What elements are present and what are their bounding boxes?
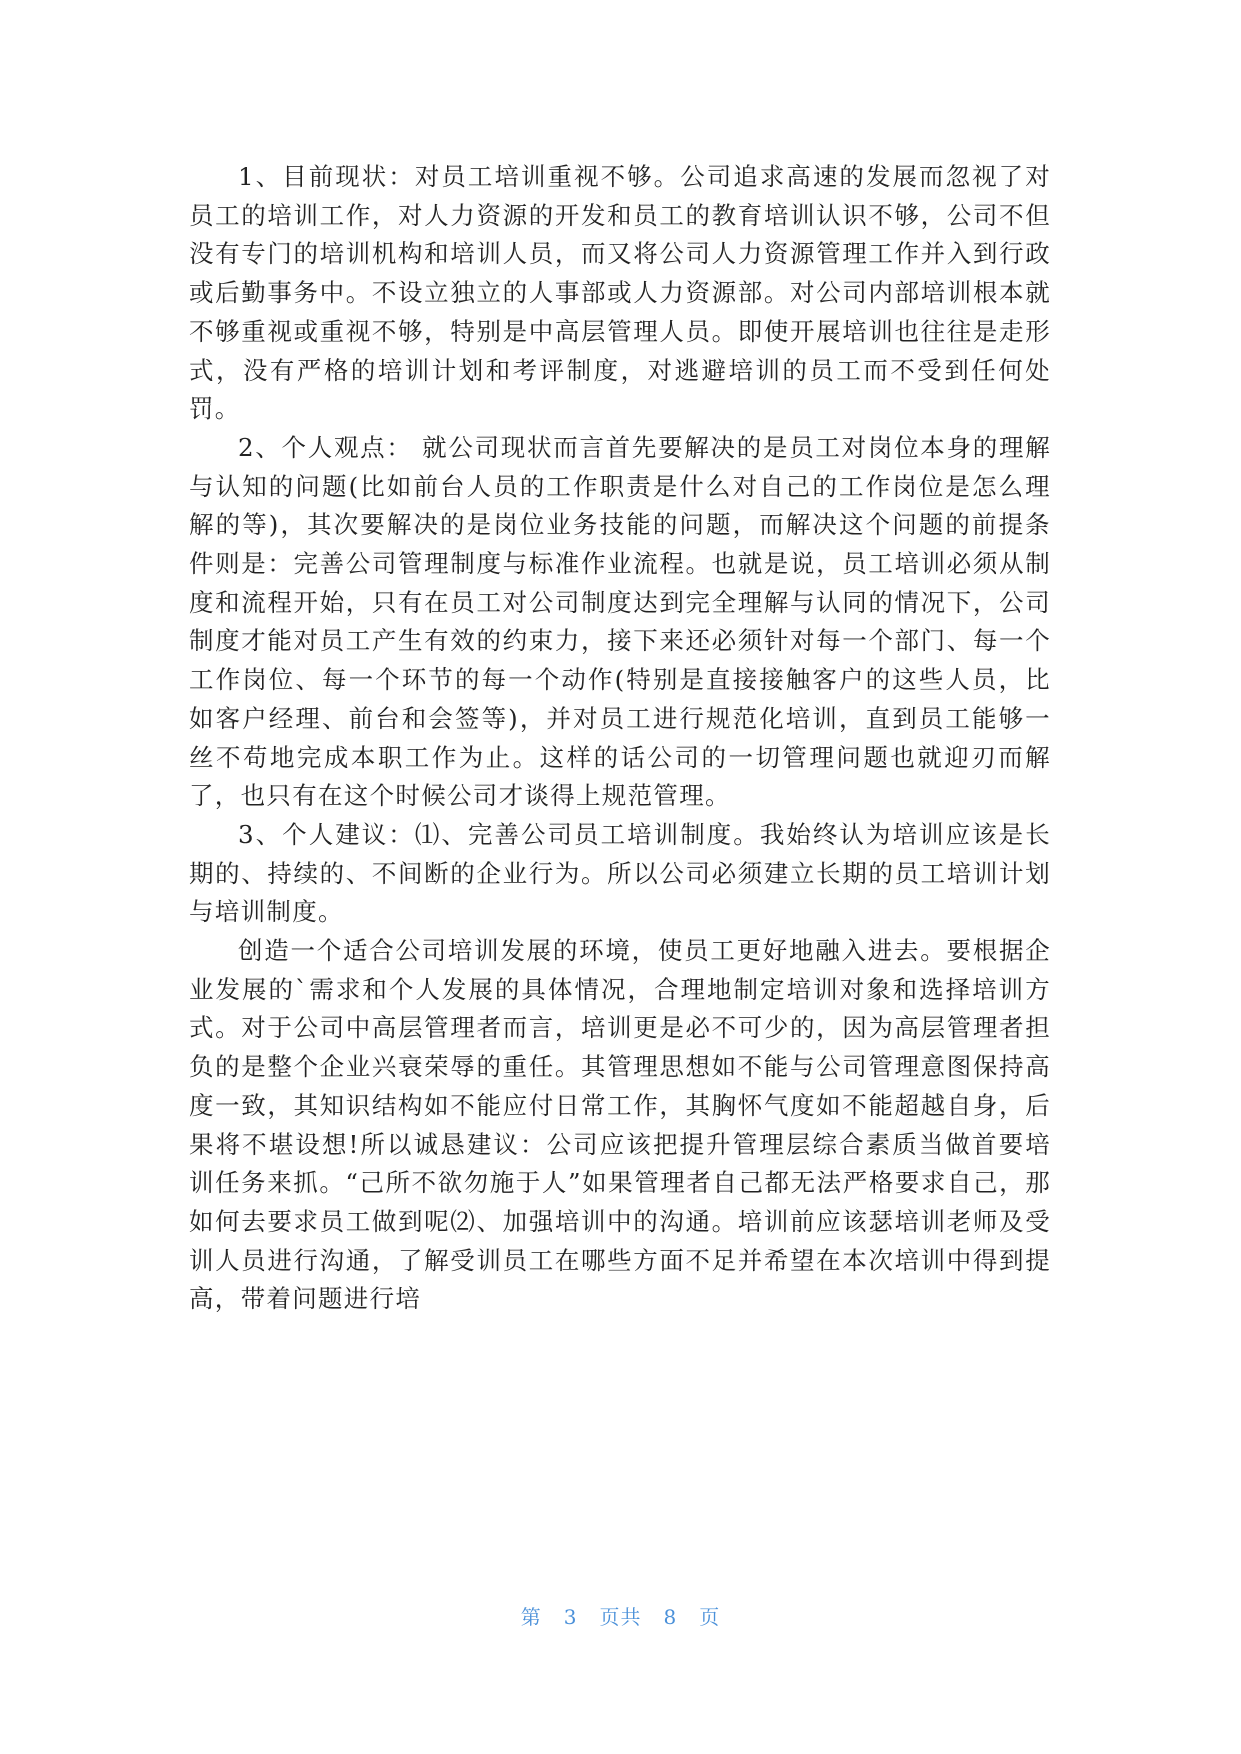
- page-body: [189, 158, 1051, 1319]
- page-footer: [0, 1603, 1241, 1631]
- paragraph-personal-suggestion: 3、个人建议：⑴、完善公司员工培训制度。我始终认为培训应该是长期的、持续的、不间断的企业行为。所以公司必须建立长期的员工培训计划与培训制度。: [189, 819, 1051, 927]
- footer-middle: 页共: [599, 1605, 642, 1629]
- paragraph-training-environment: 创造一个适合公司培训发展的环境，使员工更好地融入进去。要根据企业发展的`需求和个人发展的具体情况，合理地制定培训对象和选择培训方式。对于公司中高层管理者而言，培训更是必不可少的，因为高层管理者担负的是整个企业兴衰荣辱的重任。其管理思想如不能与公司管理意图保持高度一致，其知识结构如不能应付日常工作，其胸怀气度如不能超越自身，后果将不堪设想!所以诚恳建议：公司应该把提升管理层综合素质当做首要培训任务来抓。“己所不欲勿施于人”如果管理者自己都无法严格要求自己，那如何去要求员工做到呢⑵、加强培训中的沟通。培训前应该瑟培训老师及受训人员进行沟通，了解受训员工在哪些方面不足并希望在本次培训中得到提高，带着问题进行培: [189, 936, 1051, 1314]
- footer-current-page: 3: [563, 1605, 578, 1629]
- footer-prefix: 第: [520, 1605, 542, 1629]
- paragraph-personal-view: 2、个人观点： 就公司现状而言首先要解决的是员工对岗位本身的理解与认知的问题(比如前台人员的工作职责是什么对自己的工作岗位是怎么理解的等)，其次要解决的是岗位业务技能的问题，而解决这个问题的前提条件则是：完善公司管理制度与标准作业流程。也就是说，员工培训必须从制度和流程开始，只有在员工对公司制度达到完全理解与认同的情况下，公司制度才能对员工产生有效的约束力，接下来还必须针对每一个部门、每一个工作岗位、每一个环节的每一个动作(特别是直接接触客户的这些人员，比如客户经理、前台和会签等)，并对员工进行规范化培训，直到员工能够一丝不苟地完成本职工作为止。这样的话公司的一切管理问题也就迎刃而解了，也只有在这个时候公司才谈得上规范管理。: [189, 432, 1051, 811]
- footer-suffix: 页: [699, 1605, 721, 1629]
- footer-total-pages: 8: [663, 1605, 678, 1629]
- paragraph-current-situation: 1、目前现状：对员工培训重视不够。公司追求高速的发展而忽视了对员工的培训工作，对人力资源的开发和员工的教育培训认识不够，公司不但没有专门的培训机构和培训人员，而又将公司人力资源管理工作并入到行政或后勤事务中。不设立独立的人事部或人力资源部。对公司内部培训根本就不够重视或重视不够，特别是中高层管理人员。即使开展培训也往往是走形式，没有严格的培训计划和考评制度，对逃避培训的员工而不受到任何处罚。: [189, 162, 1051, 424]
